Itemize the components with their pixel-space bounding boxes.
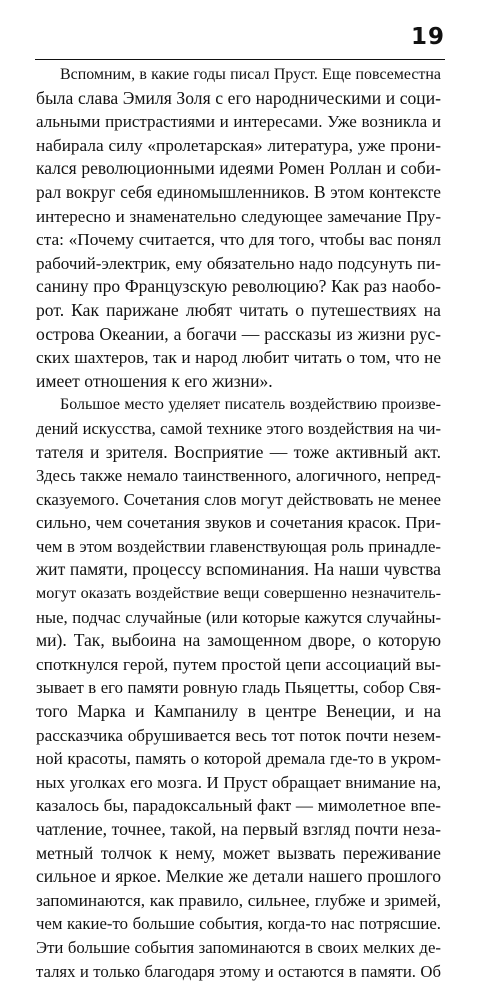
page-number: 19 — [410, 24, 445, 50]
text-line: ные, подчас случайные (или которые кажутся случайны- — [36, 607, 441, 627]
text-line: кался революционными идеями Ромен Роллан и соби- — [36, 158, 441, 179]
text-line: споткнулся герой, путем простой цепи ассоциаций вы- — [36, 654, 441, 674]
text-line: альными пристрастиями и интересами. Уже возникла и — [36, 112, 441, 132]
text-line: ских шахтеров, так и народ любит читать о том, что не — [36, 348, 441, 368]
text-line: чем в этом воздействии главенствующая роль принадле- — [36, 536, 441, 556]
text-line: Эти большие события запоминаются в своих мелких де- — [36, 937, 441, 957]
text-line: зывает в его памяти ровную гладь Пьяцетты, собор Свя- — [36, 678, 441, 698]
text-line: талях и только благодаря этому и остаются в памяти. Об — [36, 961, 441, 981]
text-line: дений искусства, самой технике этого воздействия на чи- — [36, 418, 441, 438]
text-line: жит памяти, процессу вспоминания. На наши чувства — [36, 559, 441, 580]
text-line: ных уголках его мозга. И Пруст обращает внимание на, — [36, 772, 441, 792]
text-line: Большое место уделяет писатель воздействию произве- — [60, 396, 441, 414]
text-line: рот. Как парижане любят читать о путешествиях на — [36, 299, 441, 320]
text-line: сказуемого. Сочетания слов могут действовать не менее — [36, 489, 441, 509]
text-line: рассказчика обрушивается весь тот поток почти незем- — [36, 725, 441, 745]
text-line: имеет отношения к его жизни». — [36, 370, 273, 391]
text-line: острова Океании, а богачи — рассказы из жизни рус- — [36, 323, 441, 344]
text-line: чем какие-то большие события, когда-то нас потрясшие. — [36, 914, 441, 934]
text-line: сильное и яркое. Мелкие же детали нашего прошлого — [36, 866, 441, 887]
text-line: ми). Так, выбоина на замощенном дворе, о которую — [36, 630, 441, 651]
text-line: запоминаются, как правило, сильнее, глубже и зримей, — [36, 890, 441, 910]
text-line: казалось бы, парадоксальный факт — мимолетное впе- — [36, 796, 441, 816]
text-body — [36, 63, 441, 983]
text-line: рабочий-электрик, ему обязательно надо подсунуть пи- — [36, 253, 441, 273]
text-line: интересно и знаменательно следующее замечание Пру- — [36, 206, 441, 226]
header-rule — [35, 59, 445, 60]
text-line: метный толчок к нему, может вызвать переживание — [36, 842, 441, 863]
paragraph-1 — [36, 63, 441, 393]
text-line: могут оказать воздействие вещи совершенно незначитель- — [36, 584, 441, 603]
text-line: набирала силу «пролетарская» литература, уже прони- — [36, 135, 441, 155]
paragraph-2 — [36, 393, 441, 983]
text-line: сильно, чем сочетания звуков и сочетания красок. При- — [36, 513, 441, 533]
text-line: тателя и зрителя. Восприятие — тоже активный акт. — [36, 441, 441, 462]
text-line: рал вокруг себя единомышленников. В этом контексте — [36, 182, 441, 202]
text-line: была слава Эмиля Золя с его народническими и соци- — [36, 87, 441, 108]
text-line: того Марка и Кампанилу в центре Венеции, и на — [36, 701, 441, 722]
text-line: Вспомним, в какие годы писал Пруст. Еще повсеместна — [60, 66, 441, 83]
text-line: Здесь также немало таинственного, алогичного, непред- — [36, 466, 441, 486]
text-line: чатление, точнее, такой, на первый взгляд почти неза- — [36, 819, 441, 839]
text-line: ста: «Почему считается, что для того, чтобы вас понял — [36, 230, 441, 250]
text-line: ной красоты, память о которой дремала где-то в укром- — [36, 749, 441, 769]
text-line: санину про Французскую революцию? Как раз наобо- — [36, 276, 441, 297]
